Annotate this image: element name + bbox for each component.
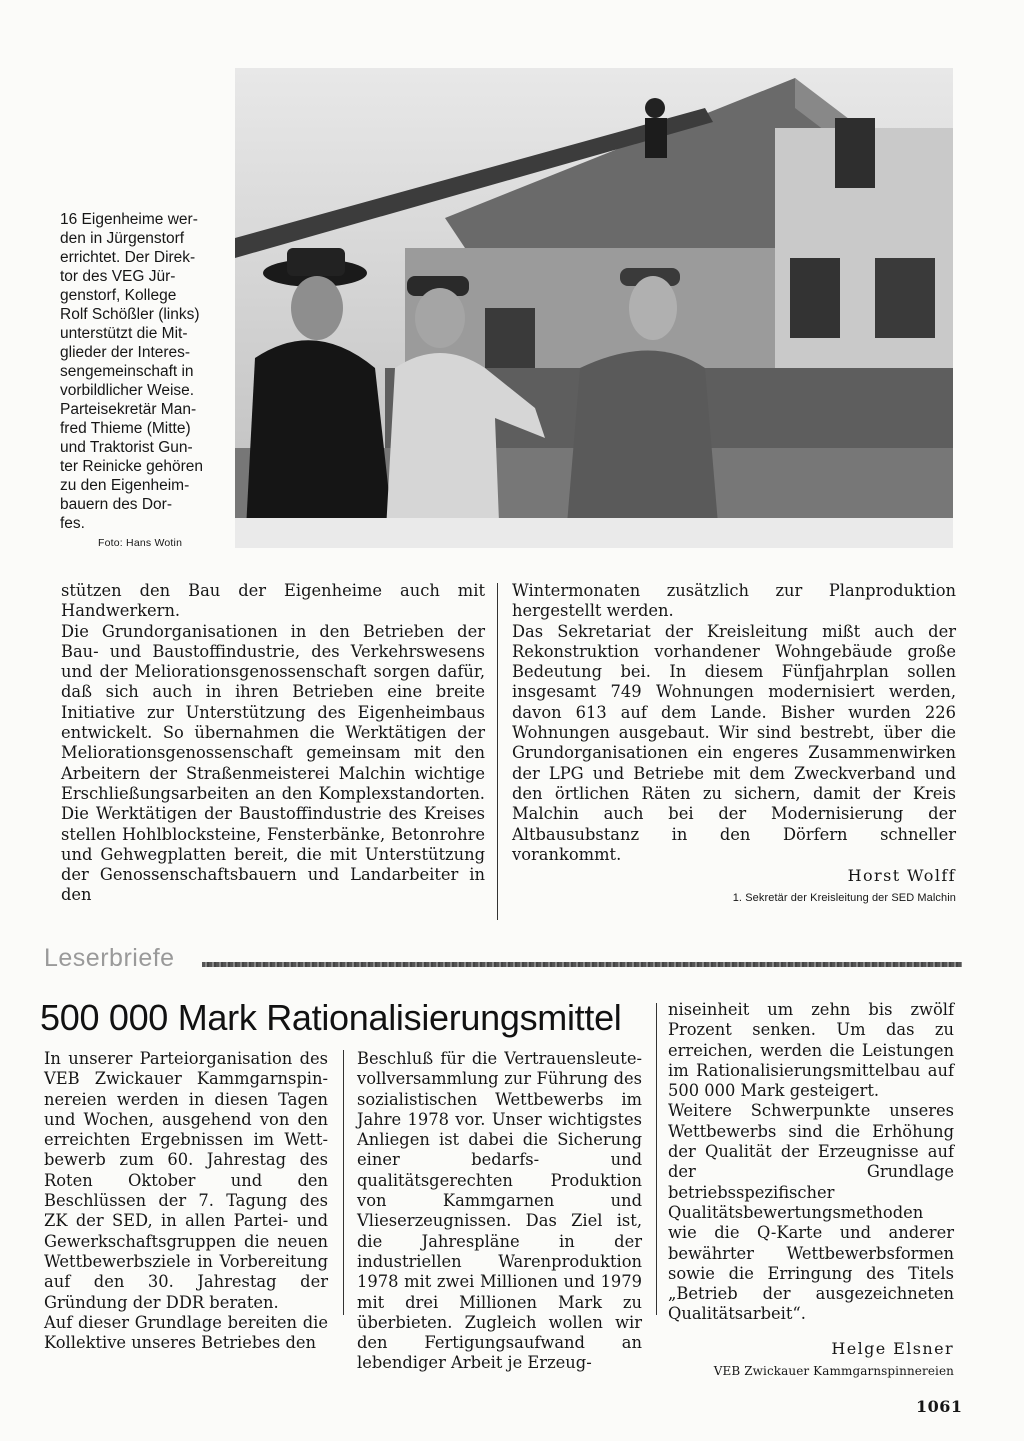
caption-line: fred Thieme (Mitte) bbox=[60, 420, 191, 437]
article1-column-1 bbox=[61, 581, 485, 906]
page-number: 1061 bbox=[916, 1397, 963, 1416]
article2-author-title: VEB Zwickauer Kammgarnspinnereien bbox=[713, 1364, 954, 1379]
article1-author-title: 1. Sekretär der Kreisleitung der SED Malchin bbox=[732, 892, 956, 905]
caption-line: Rolf Schößler (links) bbox=[60, 306, 200, 323]
article2-paragraph: Beschluß für die Vertrauensleutevollversammlung zur Führung des sozialistischen Wettbewerbs im Jahre 1978 vor. Unser wichtigstes Anliegen ist dabei die Sicherung einer bedarfs- und qualitätsgerechten Produktion von Kammgarnen und Vlieserzeugnissen. Das Ziel ist, die Jahrespläne in der industriellen Warenproduktion 1978 mit zwei Millionen und 1979 mit drei Millionen Mark zu überbieten. Zugleich wollen wir den Fertigungsaufwand an lebendiger Arbeit je Erzeug- bbox=[357, 1049, 642, 1373]
article2-paragraph: niseinheit um zehn bis zwölf Prozent senken. Um das zu erreichen, werden die Leistungen im Rationalisierungsmittelbau auf 500 000 Mark gesteigert. bbox=[668, 1000, 954, 1101]
photo-illustration bbox=[235, 68, 953, 548]
caption-line: und Traktorist Gun- bbox=[60, 439, 193, 456]
article2-paragraph: Auf dieser Grundlage bereiten die Kollektive unseres Betriebes den bbox=[44, 1312, 328, 1353]
article2-column-1 bbox=[44, 1049, 328, 1353]
caption-line: zu den Eigenheim- bbox=[60, 477, 190, 494]
article1-paragraph: Die Grundorganisationen in den Betrieben der Bau- und Baustoffindustrie, des Verkehrswesens und der Meliorationsgenossenschaft sorgen dafür, daß sich auch in ihren Betrieben eine breite Initiative zur Unterstützung des Eigenheimbaus entwickelt. So übernahmen die Werktätigen der Meliorationsgenossenschaft gemeinsam mit den Arbeitern der Straßenmeisterei Malchin wichtige Erschließungsarbeiten an den Komplexstandorten. Die Werktätigen der Baustoffindustrie des Kreises stellen Hohlblocksteine, Fensterbänke, Betonrohre und Gehwegplatten bereit, die mit Unterstützung der Genossenschaftsbauern und Landarbeiter in den bbox=[61, 621, 485, 905]
caption-line: ter Reinicke gehören bbox=[60, 458, 204, 475]
caption-line: glieder der Interes- bbox=[60, 344, 191, 361]
article1-author: Horst Wolff bbox=[847, 866, 956, 886]
column-divider bbox=[497, 583, 498, 920]
article1-paragraph: Das Sekretariat der Kreisleitung mißt auch der Rekonstruktion vorhandener Wohngebäude große Bedeutung bei. In diesem Fünfjahrplan sollen insgesamt 749 Wohnungen modernisiert werden, davon 613 auf dem Lande. Bisher wurden 226 Wohnungen ausgebaut. Wir sind bestrebt, über die Grundorganisationen ein engeres Zusammenwirken der LPG und Betriebe mit dem Zweckverband und den örtlichen Räten zu sichern, damit der Kreis Malchin auch bei der Modernisierung der Altbausubstanz in den Dörfern schneller vorankommt. bbox=[512, 621, 956, 864]
caption-line: sengemeinschaft in bbox=[60, 363, 194, 380]
column-divider bbox=[343, 1050, 344, 1315]
caption-line: bauern des Dor- bbox=[60, 496, 173, 513]
article2-paragraph: In unserer Parteiorganisation des VEB Zwickauer Kammgarnspinnereien werden in diesen Tagen und Wochen, ausgehend von den erreichten Ergebnissen im Wettbewerb zum 60. Jahrestag des Roten Oktober und den Beschlüssen der 7. Tagung des ZK der SED, in allen Partei- und Gewerkschaftsgruppen die neuen Wettbewerbsziele in Vorbereitung auf den 30. Jahrestag der Gründung der DDR beraten. bbox=[44, 1049, 328, 1312]
caption-line: unterstützt die Mit- bbox=[60, 325, 188, 342]
article2-column-3 bbox=[668, 1000, 954, 1381]
article2-author: Helge Elsner bbox=[831, 1338, 954, 1358]
caption-line: fes. bbox=[60, 515, 85, 532]
article1-column-2 bbox=[512, 581, 956, 909]
caption-line: errichtet. Der Direk- bbox=[60, 249, 196, 266]
caption-line: vorbildlicher Weise. bbox=[60, 382, 195, 399]
article2-paragraph: Weitere Schwerpunkte unseres Wettbewerbs sind die Erhöhung der Qualität der Erzeugnisse auf der Grundlage betriebsspezifischer Qualitätsbewertungsmethoden wie die Q-Karte und anderer bewährter Wettbewerbsformen sowie die Erringung des Titels „Betrieb der ausgezeichneten Qualitätsarbeit“. bbox=[668, 1101, 954, 1324]
rubric-rule bbox=[202, 962, 962, 967]
article2-headline: 500 000 Mark Rationalisierungsmittel bbox=[40, 997, 622, 1038]
section-rubric: Leserbriefe bbox=[44, 944, 175, 972]
column-divider bbox=[656, 1003, 657, 1315]
caption-line: 16 Eigenheime wer- bbox=[60, 211, 198, 228]
caption-line: Parteisekretär Man- bbox=[60, 401, 197, 418]
article1-paragraph: Wintermonaten zusätzlich zur Planproduktion hergestellt werden. bbox=[512, 581, 956, 621]
article2-column-2 bbox=[357, 1049, 642, 1374]
article1-paragraph: stützen den Bau der Eigenheime auch mit Handwerkern. bbox=[61, 581, 485, 621]
caption-line: den in Jürgenstorf bbox=[60, 230, 185, 247]
photo bbox=[235, 68, 953, 548]
photo-credit: Foto: Hans Wotin bbox=[98, 537, 183, 549]
caption-line: genstorf, Kollege bbox=[60, 287, 177, 304]
photo-caption bbox=[60, 210, 228, 533]
caption-line: tor des VEG Jür- bbox=[60, 268, 176, 285]
